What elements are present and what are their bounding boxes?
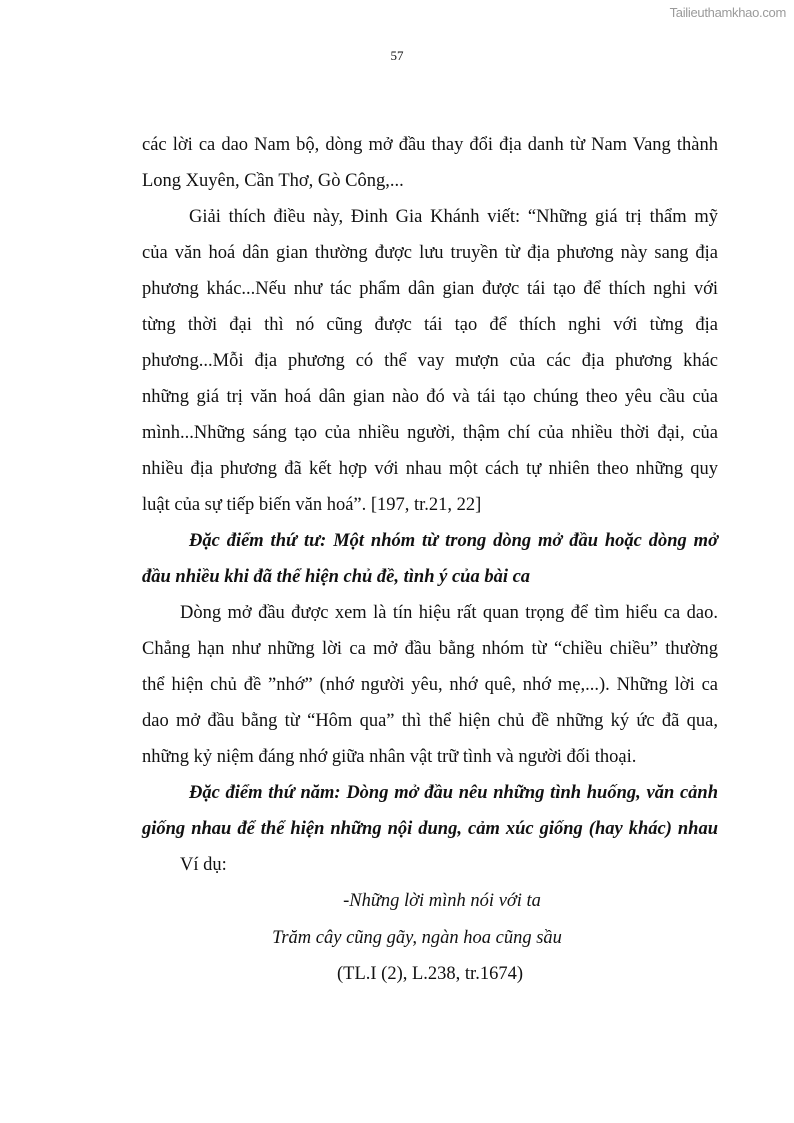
section-heading: giống nhau để thể hiện những nội dung, cảm xúc giống (hay khác) nhau <box>142 819 718 839</box>
example-label: Ví dụ: <box>180 855 227 875</box>
text-line: những kỷ niệm đáng nhớ giữa nhân vật trữ tình và người đối thoại. <box>142 747 637 767</box>
citation: (TL.I (2), L.238, tr.1674) <box>337 964 523 984</box>
page-number: 57 <box>390 48 404 63</box>
section-heading: Đặc điểm thứ tư: Một nhóm từ trong dòng mở đầu hoặc dòng mở <box>189 531 718 551</box>
text-line: nhiều địa phương đã kết hợp với nhau một cách tự nhiên theo những quy <box>142 459 718 479</box>
text-line: luật của sự tiếp biến văn hoá”. [197, tr.21, 22] <box>142 495 482 515</box>
text-line: những giá trị văn hoá dân gian nào đó và tái tạo chúng theo yêu cầu của <box>142 387 718 407</box>
text-line: từng thời đại thì nó cũng được tái tạo để thích nghi với từng địa <box>142 315 718 335</box>
poem-line: Trăm cây cũng gãy, ngàn hoa cũng sầu <box>272 928 562 948</box>
text-line: dao mở đầu bằng từ “Hôm qua” thì thể hiện chủ đề những ký ức đã qua, <box>142 711 718 731</box>
text-line: thể hiện chủ đề ”nhớ” (nhớ người yêu, nhớ quê, nhớ mẹ,...). Những lời ca <box>142 675 718 695</box>
text-line: mình...Những sáng tạo của nhiều người, thậm chí của nhiều thời đại, của <box>142 423 718 443</box>
watermark: Tailieuthamkhao.com <box>669 5 786 20</box>
poem-line: -Những lời mình nói với ta <box>343 891 541 911</box>
text-line: của văn hoá dân gian thường được lưu truyền từ địa phương này sang địa <box>142 243 718 263</box>
text-line: phương...Mỗi địa phương có thể vay mượn của các địa phương khác <box>142 351 718 371</box>
section-heading: đầu nhiều khi đã thể hiện chủ đề, tình ý của bài ca <box>142 567 531 587</box>
text-line: Chẳng hạn như những lời ca mở đầu bằng nhóm từ “chiều chiều” thường <box>142 639 718 659</box>
text-line: Dòng mở đầu được xem là tín hiệu rất quan trọng để tìm hiểu ca dao. <box>180 603 718 623</box>
text-line: phương khác...Nếu như tác phẩm dân gian được tái tạo để thích nghi với <box>142 279 718 299</box>
section-heading: Đặc điểm thứ năm: Dòng mở đầu nêu những tình huống, văn cảnh <box>189 783 718 803</box>
text-line: các lời ca dao Nam bộ, dòng mở đầu thay đổi địa danh từ Nam Vang thành <box>142 135 718 155</box>
text-line: Giải thích điều này, Đinh Gia Khánh viết: “Những giá trị thẩm mỹ <box>189 207 718 227</box>
text-line: Long Xuyên, Cần Thơ, Gò Công,... <box>142 171 404 191</box>
